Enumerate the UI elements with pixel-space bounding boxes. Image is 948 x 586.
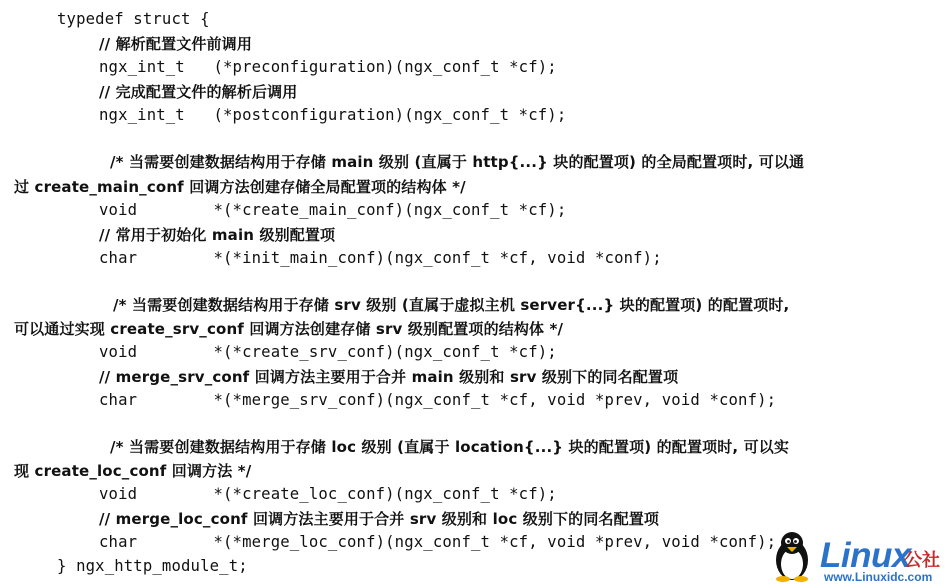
code-comment: // 常用于初始化 main 级别配置项 — [99, 226, 336, 244]
code-comment: 过 create_main_conf 回调方法创建存储全局配置项的结构体 */ — [14, 178, 466, 196]
code-line: char *(*merge_loc_conf)(ngx_conf_t *cf, void *prev, void *conf); — [99, 533, 777, 551]
code-comment: // merge_loc_conf 回调方法主要用于合并 srv 级别和 loc 级别下的同名配置项 — [99, 510, 660, 528]
code-comment: // 解析配置文件前调用 — [99, 35, 252, 53]
code-comment: 可以通过实现 create_srv_conf 回调方法创建存储 srv 级别配置项的结构体 */ — [14, 320, 564, 338]
code-line-closing: } ngx_http_module_t; — [57, 557, 248, 575]
code-line: char *(*init_main_conf)(ngx_conf_t *cf, void *conf); — [99, 249, 662, 267]
code-comment: // merge_srv_conf 回调方法主要用于合并 main 级别和 srv 级别下的同名配置项 — [99, 368, 679, 386]
penguin-icon — [772, 530, 812, 582]
code-comment: /* 当需要创建数据结构用于存储 loc 级别 (直属于 location{...} 块的配置项) 的配置项时, 可以实 — [110, 438, 790, 456]
code-line: ngx_int_t (*preconfiguration)(ngx_conf_t *cf); — [99, 58, 557, 76]
code-comment: /* 当需要创建数据结构用于存储 main 级别 (直属于 http{...} 块的配置项) 的全局配置项时, 可以通 — [110, 153, 805, 171]
watermark-title: Linux — [820, 536, 911, 575]
code-line-typedef: typedef struct { — [57, 10, 210, 28]
watermark-logo — [766, 516, 948, 586]
code-line: ngx_int_t (*postconfiguration)(ngx_conf_t *cf); — [99, 106, 567, 124]
watermark-url: www.Linuxidc.com — [824, 570, 933, 584]
code-comment: 现 create_loc_conf 回调方法 */ — [14, 462, 252, 480]
code-comment: /* 当需要创建数据结构用于存储 srv 级别 (直属于虚拟主机 server{...} 块的配置项) 的配置项时, — [113, 296, 790, 314]
code-line: void *(*create_loc_conf)(ngx_conf_t *cf); — [99, 485, 557, 503]
code-comment: // 完成配置文件的解析后调用 — [99, 83, 298, 101]
code-line: void *(*create_srv_conf)(ngx_conf_t *cf); — [99, 343, 557, 361]
code-line: void *(*create_main_conf)(ngx_conf_t *cf); — [99, 201, 567, 219]
watermark-cn: 公社 — [904, 550, 940, 571]
code-line: char *(*merge_srv_conf)(ngx_conf_t *cf, void *prev, void *conf); — [99, 391, 777, 409]
